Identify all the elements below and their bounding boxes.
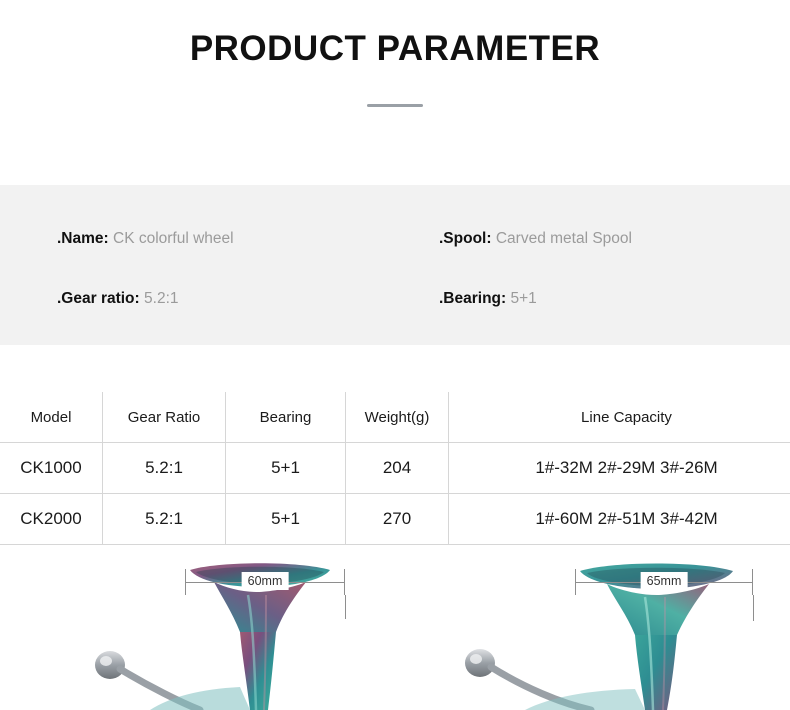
cell-gear-ratio: 5.2:1 [103,494,226,545]
cell-weight: 270 [346,494,449,545]
spec-label: .Gear ratio: [57,290,140,307]
table-header-row [0,392,790,443]
column-header-line-capacity: Line Capacity [449,392,790,443]
column-header-model: Model [0,392,103,443]
measure-tick-left [575,569,576,595]
cell-line-capacity: 1#-60M 2#-51M 3#-42M [449,494,790,545]
measurement-bracket-left [185,569,345,595]
measurement-label: 65mm [641,572,688,590]
cell-bearing: 5+1 [226,494,346,545]
cell-bearing: 5+1 [226,443,346,494]
parameter-table [0,392,790,545]
product-image-ck1000 [0,537,395,710]
cell-model: CK2000 [0,494,103,545]
spec-panel [0,185,790,345]
measure-side-tick [753,595,754,621]
cell-model: CK1000 [0,443,103,494]
measure-tick-right [344,569,345,595]
spec-row [0,230,790,248]
page-title: PRODUCT PARAMETER [189,29,601,68]
table-row [0,443,790,494]
measure-tick-right [752,569,753,595]
spec-row [0,290,790,308]
measurement-bracket-right [575,569,753,595]
title-divider [367,104,423,107]
reel-illustration [395,537,790,710]
column-header-weight: Weight(g) [346,392,449,443]
measure-side-tick [345,595,346,619]
spec-label: .Spool: [439,230,492,247]
spec-value: CK colorful wheel [113,230,234,247]
spec-item-bearing [390,290,790,308]
column-header-gear-ratio: Gear Ratio [103,392,226,443]
spec-item-spool [390,230,790,248]
column-header-bearing: Bearing [226,392,346,443]
cell-weight: 204 [346,443,449,494]
cell-gear-ratio: 5.2:1 [103,443,226,494]
product-image-ck2000 [395,537,790,710]
title-block [0,0,790,107]
measure-tick-left [185,569,186,595]
cell-line-capacity: 1#-32M 2#-29M 3#-26M [449,443,790,494]
spec-label: .Name: [57,230,109,247]
reel-illustration [0,537,395,710]
spec-label: .Bearing: [439,290,507,307]
measurement-label: 60mm [242,572,289,590]
spec-value: 5.2:1 [144,290,179,307]
spec-value: Carved metal Spool [495,230,632,247]
spec-value: 5+1 [510,290,537,307]
spec-item-name [0,230,390,248]
spec-item-gear-ratio [0,290,390,308]
product-image-area [0,537,790,710]
